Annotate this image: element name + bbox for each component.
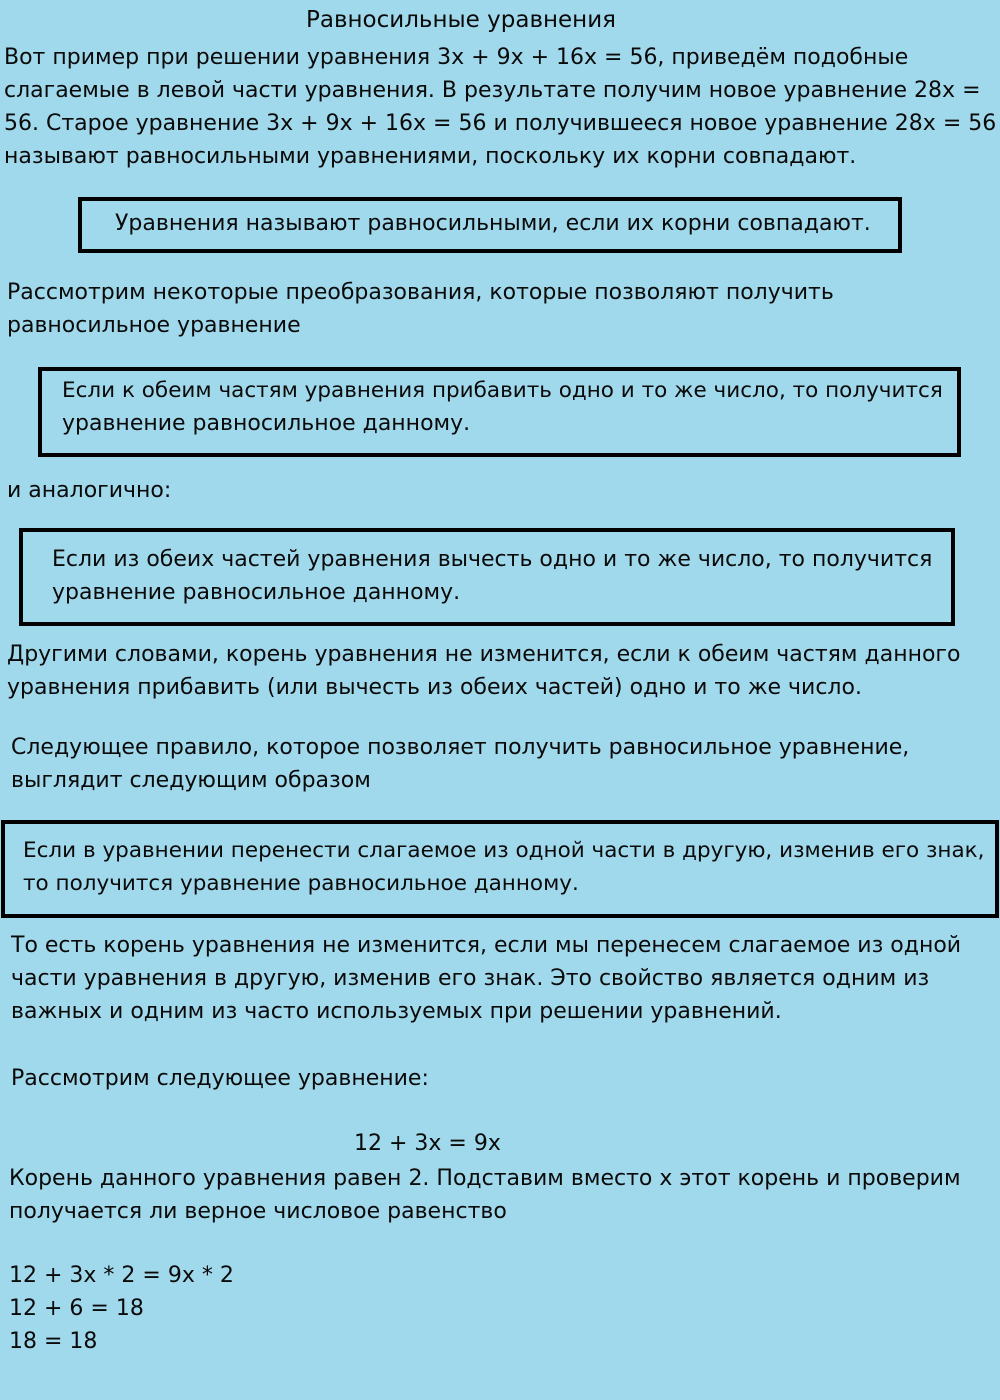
rule-subtract-line: Если из обеих частей уравнения вычесть одно и то же число, то получится [52,547,933,572]
transfer-explanation-line: важных и одним из часто используемых при решении уравнений. [11,999,782,1024]
next-rule-intro-line: Следующее правило, которое позволяет получить равносильное уравнение, [11,735,910,760]
rule-add-line: Если к обеим частям уравнения прибавить одно и то же число, то получится [62,378,943,403]
transform-intro-line: Рассмотрим некоторые преобразования, которые позволяют получить [7,280,834,305]
definition-box [78,197,902,253]
intro-line: слагаемые в левой части уравнения. В результате получим новое уравнение 28x = [4,78,981,103]
check-line: 12 + 3x * 2 = 9x * 2 [9,1263,234,1288]
transfer-explanation-line: То есть корень уравнения не изменится, если мы перенесем слагаемое из одной [11,933,962,958]
intro-line: Вот пример при решении уравнения 3x + 9x + 16x = 56, приведём подобные [4,45,909,70]
intro-line: 56. Старое уравнение 3x + 9x + 16x = 56 и получившееся новое уравнение 28x = 56 [4,111,997,136]
rule-subtract-box [19,528,955,626]
check-line: 18 = 18 [9,1329,98,1354]
transform-intro-line: равносильное уравнение [7,313,301,338]
rule-transfer-line: Если в уравнении перенести слагаемое из одной части в другую, изменив его знак, [23,838,985,863]
equation: 12 + 3x = 9x [354,1131,501,1156]
rule-transfer-box [1,820,999,918]
transfer-explanation-line: части уравнения в другую, изменив его знак. Это свойство является одним из [11,966,930,991]
next-rule-intro-line: выглядит следующим образом [11,768,371,793]
rule-add-box [38,367,961,457]
check-line: 12 + 6 = 18 [9,1296,144,1321]
page-title: Равносильные уравнения [306,7,617,33]
intro-line: называют равносильными уравнениями, поскольку их корни совпадают. [4,144,857,169]
consider-text: Рассмотрим следующее уравнение: [11,1066,429,1091]
definition-text: Уравнения называют равносильными, если их корни совпадают. [115,211,871,236]
rule-subtract-line: уравнение равносильное данному. [52,580,461,605]
rule-transfer-line: то получится уравнение равносильное данному. [23,871,579,896]
rule-add-line: уравнение равносильное данному. [62,411,471,436]
root-line: получается ли верное числовое равенство [9,1199,507,1224]
analog-text: и аналогично: [7,478,172,503]
root-line: Корень данного уравнения равен 2. Подставим вместо x этот корень и проверим [9,1166,961,1191]
other-words-line: уравнения прибавить (или вычесть из обеих частей) одно и то же число. [7,675,862,700]
other-words-line: Другими словами, корень уравнения не изменится, если к обеим частям данного [7,642,961,667]
